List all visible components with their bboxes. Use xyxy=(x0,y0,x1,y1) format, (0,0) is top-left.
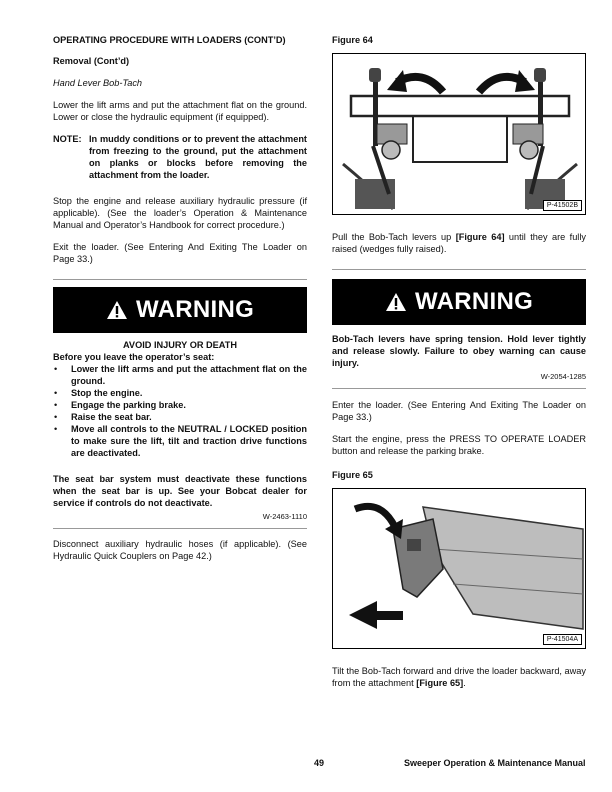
paragraph-exit-loader: Exit the loader. (See Entering And Exiting The Loader on Page 33.) xyxy=(53,242,307,264)
figure-65-image xyxy=(332,488,586,649)
warning-heading: AVOID INJURY OR DEATH xyxy=(122,340,237,350)
paragraph-stop-engine: Stop the engine and release auxiliary hydraulic pressure (if applicable). (See the loader’s Operation & Maintenance Manual and Operator’s Handbook for correct procedure.) xyxy=(53,196,307,230)
list-item: • Engage the parking brake. xyxy=(53,399,307,411)
list-item: • Lower the lift arms and put the attachment flat on the ground. xyxy=(53,363,307,387)
warning-intro: Before you leave the operator’s seat: xyxy=(53,352,215,362)
warning-code: W-2054-1285 xyxy=(540,372,586,381)
warning-label: WARNING xyxy=(135,296,255,323)
figure-65-reference: [Figure 65] xyxy=(416,678,464,688)
subheading: Removal (Cont’d) xyxy=(53,56,130,66)
left-column xyxy=(53,34,307,562)
figure-64-image xyxy=(332,53,586,215)
divider xyxy=(332,269,586,270)
section-heading: OPERATING PROCEDURE WITH LOADERS (CONT’D) xyxy=(53,35,286,45)
divider xyxy=(53,279,307,280)
paragraph-enter-loader: Enter the loader. (See Entering And Exiting The Loader on Page 33.) xyxy=(332,400,586,422)
warning-triangle-icon xyxy=(106,300,128,320)
paragraph-disconnect-hoses: Disconnect auxiliary hydraulic hoses (if applicable). (See Hydraulic Quick Couplers on Page 42.) xyxy=(53,539,307,561)
figure-65-tag: P-41504A xyxy=(543,634,582,645)
procedure-title: Hand Lever Bob-Tach xyxy=(53,78,143,88)
paragraph-tilt-backward: Tilt the Bob-Tach forward and drive the loader backward, away from the attachment [Figure 65]. xyxy=(332,666,586,688)
list-item: • Raise the seat bar. xyxy=(53,411,307,423)
page-number: 49 xyxy=(314,758,325,768)
figure-64-title: Figure 64 xyxy=(332,35,373,45)
paragraph-start-engine: Start the engine, press the PRESS TO OPERATE LOADER button and release the parking brake. xyxy=(332,434,586,456)
figure-64-reference: [Figure 64] xyxy=(455,232,505,242)
paragraph-pull-levers: Pull the Bob-Tach levers up [Figure 64] until they are fully raised (wedges fully raised). xyxy=(332,232,586,254)
warning-banner xyxy=(53,287,307,333)
warning-triangle-icon xyxy=(385,292,407,312)
list-item: • Stop the engine. xyxy=(53,387,307,399)
figure-64-tag: P-41502B xyxy=(543,200,582,211)
warning-text: Bob-Tach levers have spring tension. Hold lever tightly and release slowly. Failure to obey warning can cause injury. xyxy=(332,334,586,368)
tilt-bob-tach-illustration xyxy=(333,489,586,648)
divider xyxy=(53,528,307,529)
warning-text: The seat bar system must deactivate these functions when the seat bar is up. See your Bobcat dealer for service if controls do not deactivate. xyxy=(53,474,307,508)
warning-code: W-2463-1110 xyxy=(262,512,307,521)
figure-65-title: Figure 65 xyxy=(332,470,373,480)
bob-tach-levers-illustration xyxy=(333,54,586,214)
manual-title: Sweeper Operation & Maintenance Manual xyxy=(404,758,586,768)
paragraph-lower-arms: Lower the lift arms and put the attachment flat on the ground. Lower or close the hydraulic equipment (if equipped). xyxy=(53,100,307,122)
warning-list xyxy=(53,363,307,459)
note-text: In muddy conditions or to prevent the attachment from freezing to the ground, put the attachment on planks or blocks before removing the attachment from the loader. xyxy=(89,134,307,180)
divider xyxy=(332,388,586,389)
warning-banner xyxy=(332,279,586,325)
list-item: • Move all controls to the NEUTRAL / LOCKED position to make sure the lift, tilt and traction drive functions are deactivated. xyxy=(53,423,307,459)
right-column xyxy=(332,34,586,689)
warning-label: WARNING xyxy=(414,288,534,315)
note-block xyxy=(53,133,307,181)
note-label: NOTE: xyxy=(53,134,82,144)
